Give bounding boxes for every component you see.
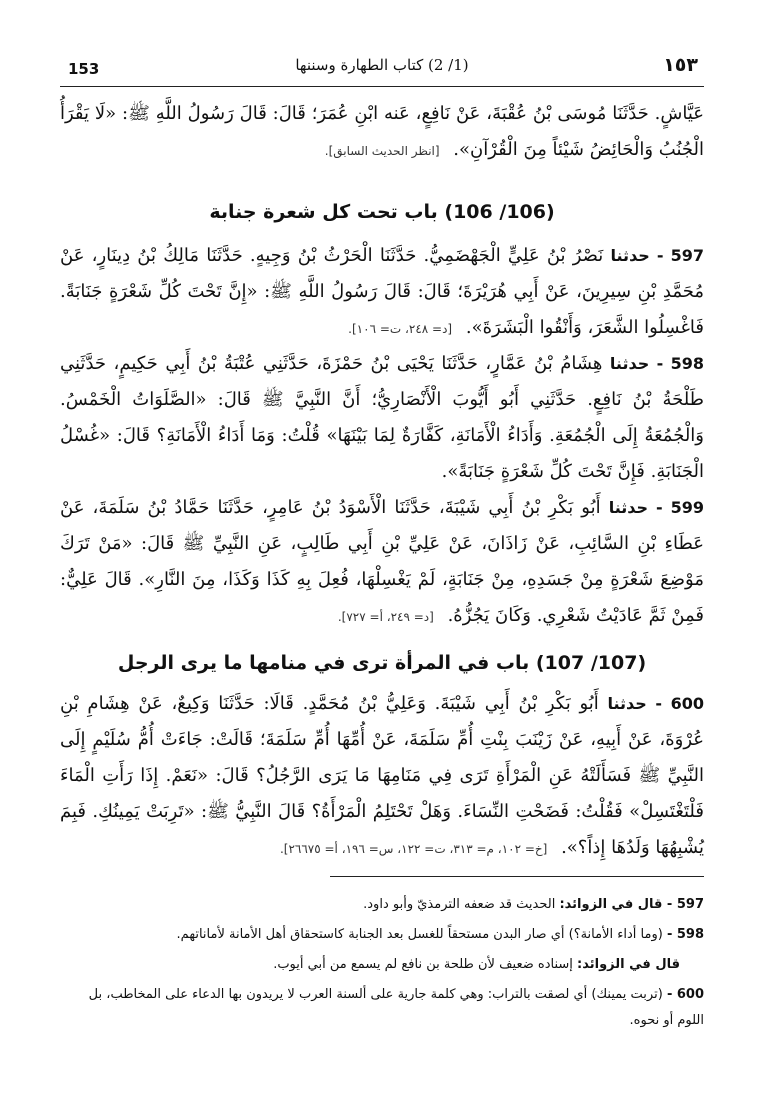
footnote-label: 597 - قال في الزوائد:	[559, 897, 704, 912]
footnotes	[60, 892, 704, 1038]
hadith-text: أَبُو بَكْرِ بْنُ أَبِي شَيْبَةَ. وَعَلِيُّ بْنُ مُحَمَّدٍ. قَالَا: حَدَّثَنَا وَكِيعٌ، عَنْ هِشَامِ بْنِ عُرْوَةَ، عَنْ أَبِيهِ، عَنْ زَيْنَبَ بِنْتِ أُمِّ سَلَمَةَ، عَنْ أُمِّهَا أُمِّ سَلَمَةَ؛ قَالَتْ: جَاءَتْ أُمُّ سُلَيْمٍ إِلَى النَّبِيِّ ﷺ فَسَأَلَتْهُ عَنِ الْمَرْأَةِ تَرَى فِي مَنَامِهَا مَا يَرَى الرَّجُلُ؟ قَالَ: «نَعَمْ. إِذَا رَأَتِ الْمَاءَ فَلْتَغْتَسِلْ» فَقُلْتُ: فَضَحْتِ النِّسَاءَ. وَهَلْ تَحْتَلِمُ الْمَرْأَةُ؟ قَالَ النَّبِيُّ ﷺ: «تَرِبَتْ يَمِينُكِ. فَبِمَ يُشْبِهُهَا وَلَدُهَا إِذاً؟».	[60, 693, 704, 858]
intro-reference: [انظر الحديث السابق].	[324, 144, 440, 158]
hadith-reference: [د= ٢٤٨، ت= ١٠٦].	[348, 322, 453, 336]
footnote-label: 598 -	[666, 927, 704, 942]
hadith-600	[60, 686, 704, 867]
hadith-number: 597 - حدثنا	[610, 246, 704, 265]
hadith-597	[60, 238, 704, 347]
hadith-number: 599 - حدثنا	[608, 498, 704, 517]
footnote	[60, 922, 704, 948]
footnote-label: 600 -	[666, 987, 704, 1002]
hadith-text: أَبُو بَكْرِ بْنُ أَبِي شَيْبَةَ، حَدَّثَنَا الْأَسْوَدُ بْنُ عَامِرٍ، حَدَّثَنَا حَمَّادُ بْنُ سَلَمَةَ، عَنْ عَطَاءِ بْنِ السَّائِبِ، عَنْ زَاذَانَ، عَنْ عَلِيِّ بْنِ أَبِي طَالِبٍ، عَنِ النَّبِيِّ ﷺ قَالَ: «مَنْ تَرَكَ مَوْضِعَ شَعْرَةٍ مِنْ جَسَدِهِ، مِنْ جَنَابَةٍ، لَمْ يَغْسِلْهَا، فُعِلَ بِهِ كَذَا وَكَذَا، مِنَ النَّارِ». قَالَ عَلِيٌّ: فَمِنْ ثَمَّ عَادَيْتُ شَعْرِي. وَكَانَ يَجُزُّهُ.	[60, 497, 704, 626]
header-divider	[60, 86, 704, 87]
page-header	[60, 50, 704, 82]
footnote-text: (وما أداء الأمانة؟) أي صار البدن مستحقاً للغسل بعد الجنابة كاستحقاق أهل الأمانة لأماناتهم.	[176, 927, 663, 942]
page-number-arabic: ١٥٣	[663, 54, 698, 76]
footnote	[60, 952, 680, 978]
hadith-599	[60, 490, 704, 635]
footnote-text: (تربت يمينك) أي لصقت بالتراب: وهي كلمة جارية على ألسنة العرب لا يريدون بها الدعاء على المخاطب، بل اللوم أو نحوه.	[88, 987, 704, 1028]
footnote-label: قال في الزوائد:	[577, 957, 680, 972]
running-title: (1/ 2) كتاب الطهارة وسننها	[295, 56, 469, 74]
chapter-heading-106: (106/ 106) باب تحت كل شعرة جنابة	[209, 201, 555, 223]
footnote	[60, 892, 704, 918]
hadith-reference: [د= ٢٤٩، أ= ٧٢٧].	[337, 610, 434, 624]
chapter-heading-107: (107/ 107) باب في المرأة ترى في منامها ما يرى الرجل	[117, 652, 647, 674]
hadith-text: نَصْرُ بْنُ عَلِيٍّ الْجَهْضَمِيُّ. حَدَّثَنَا الْحَرْثُ بْنُ وَجِيهٍ. حَدَّثَنَا مَالِكُ بْنُ دِينَارٍ، عَنْ مُحَمَّدِ بْنِ سِيرِينَ، عَنْ أَبِي هُرَيْرَةَ؛ قَالَ: قَالَ رَسُولُ اللَّهِ ﷺ: «إِنَّ تَحْتَ كُلِّ شَعْرَةٍ جَنَابَةً. فَاغْسِلُوا الشَّعَرَ، وَأَنْقُوا الْبَشَرَةَ».	[60, 245, 704, 338]
intro-text: عَيَّاشٍ. حَدَّثَنَا مُوسَى بْنُ عُقْبَةَ، عَنْ نَافِعٍ، عَنه ابْنِ عُمَرَ؛ قَالَ: قَالَ رَسُولُ اللَّهِ ﷺ: «لَا يَقْرَأُ الْجُنُبُ وَالْحَائِضُ شَيْئاً مِنَ الْقُرْآنِ».	[60, 103, 704, 160]
footnote-divider	[330, 876, 704, 877]
footnote	[60, 982, 704, 1034]
hadith-number: 598 - حدثنا	[609, 354, 704, 373]
hadith-reference: [خ= ١٠٢، م= ٣١٣، ت= ١٢٢، س= ١٩٦، أ= ٢٦٦٧٥].	[279, 842, 548, 856]
hadith-number: 600 - حدثنا	[607, 694, 704, 713]
intro-block	[60, 96, 704, 169]
footnote-text: الحديث قد ضعفه الترمذيّ وأبو داود.	[363, 897, 556, 912]
hadith-598	[60, 346, 704, 490]
hadith-text: هِشَامُ بْنُ عَمَّارٍ، حَدَّثَنَا يَحْيَى بْنُ حَمْزَةَ، حَدَّثَنِي عُتْبَةُ بْنُ أَبِي حَكِيمٍ، حَدَّثَنِي طَلْحَةُ بْنُ نَافِعٍ. حَدَّثَنِي أَبُو أَيُّوبَ الْأَنْصَارِيُّ؛ أَنَّ النَّبِيَّ ﷺ قَالَ: «الصَّلَوَاتُ الْخَمْسُ. وَالْجُمُعَةُ إِلَى الْجُمُعَةِ. وَأَدَاءُ الْأَمَانَةِ، كَفَّارَةٌ لِمَا بَيْنَهَا» قُلْتُ: وَمَا أَدَاءُ الْأَمَانَةِ؟ قَالَ: «غُسْلُ الْجَنَابَةِ. فَإِنَّ تَحْتَ كُلِّ شَعْرَةٍ جَنَابَةً».	[60, 353, 704, 482]
footnote-text: إسناده ضعيف لأن طلحة بن نافع لم يسمع من أبي أيوب.	[273, 957, 573, 972]
page-number-latin: 153	[68, 60, 100, 78]
